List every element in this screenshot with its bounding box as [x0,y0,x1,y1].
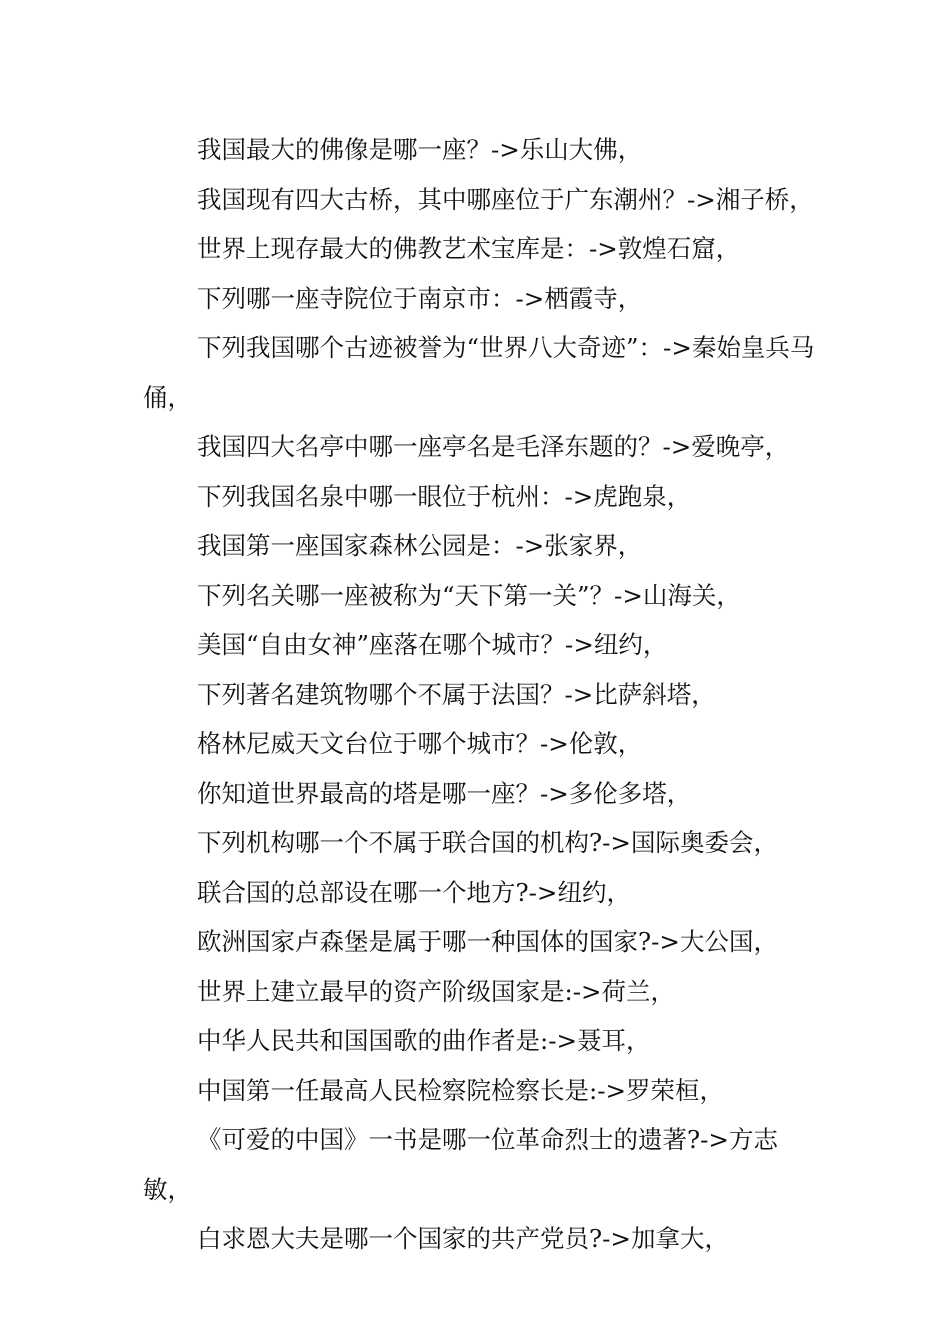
text-line: 世界上建立最早的资产阶级国家是:->荷兰， [197,976,676,1006]
text-line: 《可爱的中国》一书是哪一位革命烈士的遗著?->方志敏， [143,1125,778,1204]
text-line: 美国“自由女神”座落在哪个城市？->纽约， [197,630,668,659]
text-line: 下列哪一座寺院位于南京市：->栖霞寺， [197,283,643,313]
text-line: 中国第一任最高人民检察院检察长是:->罗荣桓， [197,1075,725,1105]
document-body [143,125,823,1264]
text-line: 下列著名建筑物哪个不属于法国？->比萨斜塔， [197,679,716,709]
text-line: 下列名关哪一座被称为“天下第一关”？->山海关， [197,580,741,610]
text-line: 下列机构哪一个不属于联合国的机构?->国际奥委会， [197,828,778,857]
text-line: 我国第一座国家森林公园是：->张家界， [197,531,643,560]
text-line: 白求恩大夫是哪一个国家的共产党员?->加拿大， [197,1224,729,1253]
text-line: 中华人民共和国国歌的曲作者是:->聂耳， [197,1026,651,1055]
text-line: 欧洲国家卢森堡是属于哪一种国体的国家?->大公国， [197,927,778,956]
text-line: 你知道世界最高的塔是哪一座？->多伦多塔， [197,778,692,808]
text-line: 我国四大名亭中哪一座亭名是毛泽东题的？->爱晚亭， [197,432,790,461]
text-line: 我国现有四大古桥，其中哪座位于广东潮州？->湘子桥， [197,184,814,214]
text-line: 下列我国哪个古迹被誉为“世界八大奇迹”：->秦始皇兵马俑， [143,333,815,412]
text-line: 格林尼威天文台位于哪个城市？->伦敦， [197,729,643,758]
text-line: 我国最大的佛像是哪一座？->乐山大佛， [197,135,643,164]
text-line: 联合国的总部设在哪一个地方?->纽约， [197,877,631,907]
text-line: 世界上现存最大的佛教艺术宝库是：->敦煌石窟， [197,234,741,263]
text-line: 下列我国名泉中哪一眼位于杭州：->虎跑泉， [197,481,692,511]
